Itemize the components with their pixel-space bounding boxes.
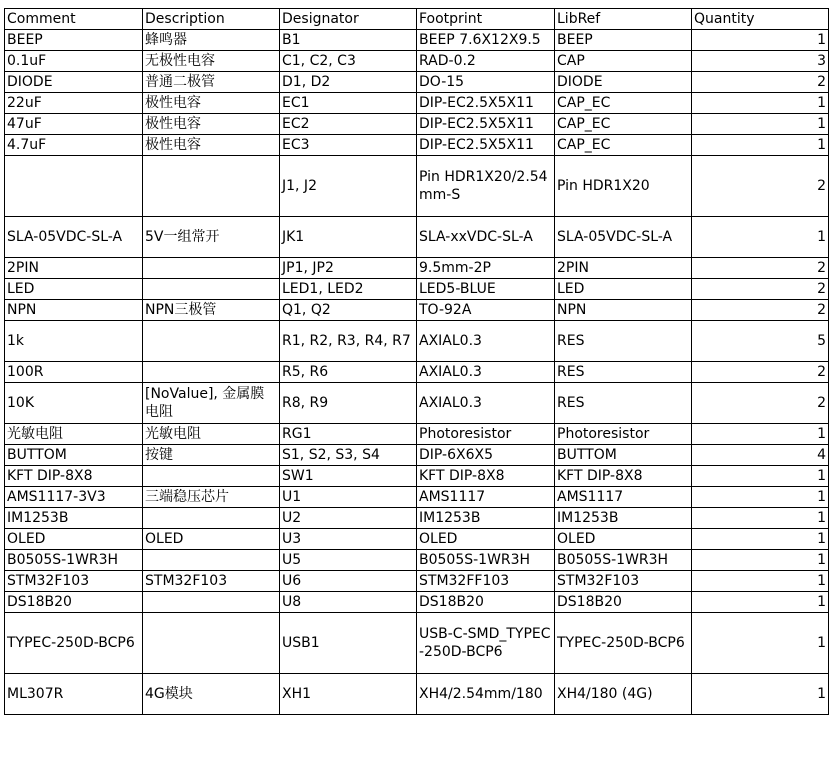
cell-libref: RES [555, 321, 692, 362]
cell-quantity: 2 [692, 383, 829, 424]
cell-libref: STM32F103 [555, 571, 692, 592]
cell-libref: RES [555, 383, 692, 424]
cell-description: 光敏电阻 [143, 424, 280, 445]
cell-description [143, 258, 280, 279]
cell-designator: U2 [280, 508, 417, 529]
table-row [5, 156, 829, 217]
cell-designator: J1, J2 [280, 156, 417, 217]
cell-quantity: 2 [692, 300, 829, 321]
cell-comment: TYPEC-250D-BCP6 [5, 613, 143, 674]
table-row [5, 93, 829, 114]
cell-description [143, 613, 280, 674]
cell-footprint: AMS1117 [417, 487, 555, 508]
cell-libref: BEEP [555, 30, 692, 51]
table-row [5, 571, 829, 592]
cell-designator: XH1 [280, 674, 417, 715]
cell-description: 无极性电容 [143, 51, 280, 72]
cell-description [143, 156, 280, 217]
table-row [5, 51, 829, 72]
header-designator: Designator [280, 9, 417, 30]
cell-libref: Pin HDR1X20 [555, 156, 692, 217]
cell-description [143, 550, 280, 571]
cell-comment [5, 156, 143, 217]
cell-libref: RES [555, 362, 692, 383]
cell-comment: SLA-05VDC-SL-A [5, 217, 143, 258]
cell-designator: D1, D2 [280, 72, 417, 93]
cell-description: 按键 [143, 445, 280, 466]
cell-designator: B1 [280, 30, 417, 51]
cell-quantity: 1 [692, 114, 829, 135]
table-body [5, 30, 829, 715]
cell-quantity: 5 [692, 321, 829, 362]
cell-footprint: AXIAL0.3 [417, 383, 555, 424]
cell-comment: 22uF [5, 93, 143, 114]
cell-footprint: STM32FF103 [417, 571, 555, 592]
cell-footprint: Photoresistor [417, 424, 555, 445]
cell-libref: TYPEC-250D-BCP6 [555, 613, 692, 674]
cell-footprint: DO-15 [417, 72, 555, 93]
cell-designator: R8, R9 [280, 383, 417, 424]
cell-footprint: IM1253B [417, 508, 555, 529]
cell-designator: EC1 [280, 93, 417, 114]
cell-comment: 2PIN [5, 258, 143, 279]
cell-footprint: USB-C-SMD_TYPEC-250D-BCP6 [417, 613, 555, 674]
cell-footprint: AXIAL0.3 [417, 321, 555, 362]
table-row [5, 445, 829, 466]
cell-libref: AMS1117 [555, 487, 692, 508]
cell-comment: ML307R [5, 674, 143, 715]
cell-footprint: DS18B20 [417, 592, 555, 613]
cell-libref: LED [555, 279, 692, 300]
table-header [5, 9, 829, 30]
cell-comment: 4.7uF [5, 135, 143, 156]
cell-libref: SLA-05VDC-SL-A [555, 217, 692, 258]
cell-designator: U5 [280, 550, 417, 571]
cell-footprint: Pin HDR1X20/2.54mm-S [417, 156, 555, 217]
cell-comment: KFT DIP-8X8 [5, 466, 143, 487]
cell-libref: OLED [555, 529, 692, 550]
cell-comment: NPN [5, 300, 143, 321]
cell-description: 极性电容 [143, 114, 280, 135]
cell-libref: IM1253B [555, 508, 692, 529]
cell-comment: 光敏电阻 [5, 424, 143, 445]
cell-designator: U3 [280, 529, 417, 550]
cell-quantity: 1 [692, 674, 829, 715]
table-row [5, 466, 829, 487]
table-row [5, 487, 829, 508]
header-description: Description [143, 9, 280, 30]
table-row [5, 383, 829, 424]
cell-footprint: LED5-BLUE [417, 279, 555, 300]
cell-footprint: OLED [417, 529, 555, 550]
cell-libref: CAP_EC [555, 135, 692, 156]
cell-libref: XH4/180 (4G) [555, 674, 692, 715]
cell-quantity: 1 [692, 487, 829, 508]
table-row [5, 592, 829, 613]
cell-description: 极性电容 [143, 93, 280, 114]
header-footprint: Footprint [417, 9, 555, 30]
cell-footprint: DIP-EC2.5X5X11 [417, 135, 555, 156]
cell-quantity: 2 [692, 258, 829, 279]
cell-footprint: TO-92A [417, 300, 555, 321]
cell-quantity: 2 [692, 279, 829, 300]
cell-designator: U6 [280, 571, 417, 592]
cell-libref: Photoresistor [555, 424, 692, 445]
cell-footprint: RAD-0.2 [417, 51, 555, 72]
table-row [5, 114, 829, 135]
cell-libref: CAP [555, 51, 692, 72]
cell-comment: BUTTOM [5, 445, 143, 466]
cell-designator: LED1, LED2 [280, 279, 417, 300]
cell-libref: KFT DIP-8X8 [555, 466, 692, 487]
cell-quantity: 1 [692, 135, 829, 156]
header-comment: Comment [5, 9, 143, 30]
cell-designator: C1, C2, C3 [280, 51, 417, 72]
table-row [5, 550, 829, 571]
table-row [5, 362, 829, 383]
cell-quantity: 1 [692, 529, 829, 550]
cell-description: 5V一组常开 [143, 217, 280, 258]
cell-description [143, 279, 280, 300]
cell-description: [NoValue], 金属膜电阻 [143, 383, 280, 424]
cell-comment: IM1253B [5, 508, 143, 529]
cell-description: OLED [143, 529, 280, 550]
cell-quantity: 2 [692, 72, 829, 93]
cell-quantity: 1 [692, 466, 829, 487]
cell-comment: B0505S-1WR3H [5, 550, 143, 571]
cell-description: 极性电容 [143, 135, 280, 156]
cell-quantity: 2 [692, 362, 829, 383]
cell-designator: R5, R6 [280, 362, 417, 383]
cell-description [143, 466, 280, 487]
cell-description [143, 321, 280, 362]
cell-description [143, 362, 280, 383]
cell-libref: NPN [555, 300, 692, 321]
table-row [5, 30, 829, 51]
cell-description: 三端稳压芯片 [143, 487, 280, 508]
cell-description: STM32F103 [143, 571, 280, 592]
cell-libref: BUTTOM [555, 445, 692, 466]
cell-footprint: XH4/2.54mm/180 [417, 674, 555, 715]
cell-footprint: 9.5mm-2P [417, 258, 555, 279]
cell-designator: Q1, Q2 [280, 300, 417, 321]
cell-footprint: DIP-EC2.5X5X11 [417, 93, 555, 114]
cell-quantity: 3 [692, 51, 829, 72]
cell-comment: 100R [5, 362, 143, 383]
header-quantity: Quantity [692, 9, 829, 30]
cell-comment: STM32F103 [5, 571, 143, 592]
cell-comment: AMS1117-3V3 [5, 487, 143, 508]
cell-designator: JK1 [280, 217, 417, 258]
cell-designator: USB1 [280, 613, 417, 674]
table-row [5, 279, 829, 300]
cell-comment: BEEP [5, 30, 143, 51]
cell-quantity: 1 [692, 424, 829, 445]
cell-quantity: 1 [692, 508, 829, 529]
table-row [5, 72, 829, 93]
cell-quantity: 1 [692, 613, 829, 674]
cell-description: 蜂鸣器 [143, 30, 280, 51]
cell-comment: 10K [5, 383, 143, 424]
cell-description: 普通二极管 [143, 72, 280, 93]
cell-libref: DIODE [555, 72, 692, 93]
cell-footprint: KFT DIP-8X8 [417, 466, 555, 487]
cell-quantity: 1 [692, 571, 829, 592]
cell-description [143, 508, 280, 529]
cell-quantity: 1 [692, 550, 829, 571]
cell-comment: DS18B20 [5, 592, 143, 613]
table-row [5, 217, 829, 258]
cell-quantity: 1 [692, 30, 829, 51]
header-libref: LibRef [555, 9, 692, 30]
table-row [5, 321, 829, 362]
cell-comment: DIODE [5, 72, 143, 93]
cell-designator: SW1 [280, 466, 417, 487]
cell-description: 4G模块 [143, 674, 280, 715]
cell-libref: DS18B20 [555, 592, 692, 613]
cell-footprint: DIP-6X6X5 [417, 445, 555, 466]
cell-footprint: SLA-xxVDC-SL-A [417, 217, 555, 258]
cell-libref: 2PIN [555, 258, 692, 279]
table-row [5, 508, 829, 529]
cell-comment: LED [5, 279, 143, 300]
cell-designator: RG1 [280, 424, 417, 445]
cell-designator: U1 [280, 487, 417, 508]
bom-table [4, 8, 829, 715]
table-row [5, 529, 829, 550]
cell-quantity: 1 [692, 93, 829, 114]
cell-comment: 47uF [5, 114, 143, 135]
cell-description: NPN三极管 [143, 300, 280, 321]
cell-comment: 0.1uF [5, 51, 143, 72]
cell-footprint: B0505S-1WR3H [417, 550, 555, 571]
cell-quantity: 2 [692, 156, 829, 217]
table-row [5, 424, 829, 445]
table-row [5, 258, 829, 279]
cell-libref: CAP_EC [555, 93, 692, 114]
cell-footprint: DIP-EC2.5X5X11 [417, 114, 555, 135]
cell-designator: S1, S2, S3, S4 [280, 445, 417, 466]
cell-footprint: BEEP 7.6X12X9.5 [417, 30, 555, 51]
header-row [5, 9, 829, 30]
cell-comment: OLED [5, 529, 143, 550]
cell-quantity: 4 [692, 445, 829, 466]
table-row [5, 674, 829, 715]
cell-libref: CAP_EC [555, 114, 692, 135]
cell-footprint: AXIAL0.3 [417, 362, 555, 383]
table-row [5, 613, 829, 674]
cell-description [143, 592, 280, 613]
cell-designator: JP1, JP2 [280, 258, 417, 279]
cell-designator: EC2 [280, 114, 417, 135]
table-row [5, 300, 829, 321]
cell-designator: R1, R2, R3, R4, R7 [280, 321, 417, 362]
cell-quantity: 1 [692, 592, 829, 613]
table-row [5, 135, 829, 156]
cell-libref: B0505S-1WR3H [555, 550, 692, 571]
cell-comment: 1k [5, 321, 143, 362]
cell-designator: EC3 [280, 135, 417, 156]
cell-quantity: 1 [692, 217, 829, 258]
cell-designator: U8 [280, 592, 417, 613]
